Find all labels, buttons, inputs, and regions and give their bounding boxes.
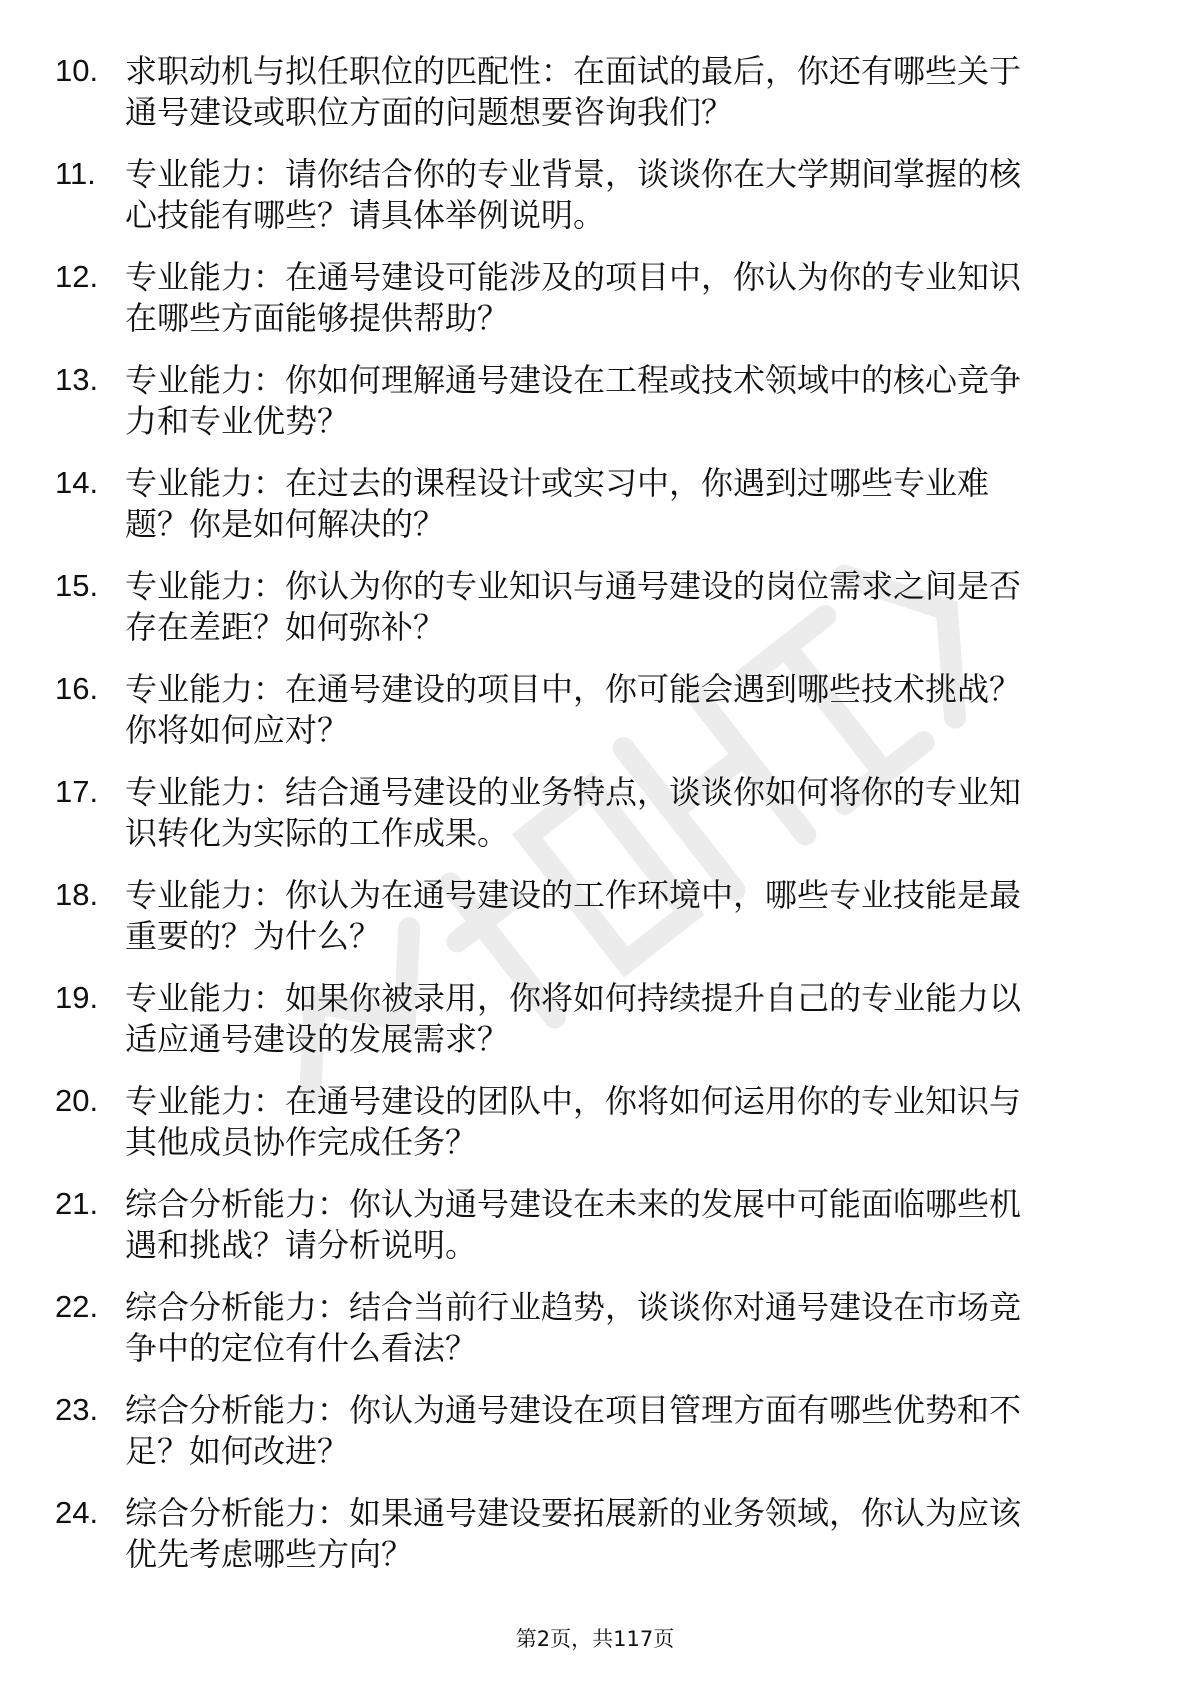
question-line: 综合分析能力：你认为通号建设在未来的发展中可能面临哪些机 bbox=[125, 1185, 1022, 1223]
question-item bbox=[0, 1184, 1190, 1287]
question-line: 足？如何改进？ bbox=[125, 1432, 350, 1470]
question-line: 题？你是如何解决的？ bbox=[125, 505, 446, 543]
question-line: 专业能力：在通号建设的团队中，你将如何运用你的专业知识与 bbox=[125, 1082, 1022, 1120]
question-text bbox=[125, 669, 1115, 751]
question-item bbox=[0, 1081, 1190, 1184]
question-line: 专业能力：在通号建设的项目中，你可能会遇到哪些技术挑战？ bbox=[125, 670, 1022, 708]
question-line: 专业能力：你如何理解通号建设在工程或技术领域中的核心竞争 bbox=[125, 361, 1022, 399]
question-line: 优先考虑哪些方向？ bbox=[125, 1535, 414, 1573]
question-item bbox=[0, 360, 1190, 463]
question-line: 求职动机与拟任职位的匹配性：在面试的最后，你还有哪些关于 bbox=[125, 52, 1022, 90]
question-text bbox=[125, 875, 1115, 957]
question-number: 22. bbox=[55, 1289, 99, 1324]
question-number: 20. bbox=[55, 1083, 99, 1118]
question-line: 综合分析能力：结合当前行业趋势，谈谈你对通号建设在市场竞 bbox=[125, 1288, 1022, 1326]
question-line: 其他成员协作完成任务？ bbox=[125, 1123, 478, 1161]
question-item bbox=[0, 669, 1190, 772]
question-item bbox=[0, 51, 1190, 154]
question-line: 综合分析能力：如果通号建设要拓展新的业务领域，你认为应该 bbox=[125, 1494, 1022, 1532]
question-item bbox=[0, 1390, 1190, 1493]
question-item bbox=[0, 463, 1190, 566]
question-text bbox=[125, 772, 1115, 854]
question-line: 存在差距？如何弥补？ bbox=[125, 608, 446, 646]
question-number: 19. bbox=[55, 980, 99, 1015]
question-line: 识转化为实际的工作成果。 bbox=[125, 814, 510, 852]
question-number: 13. bbox=[55, 362, 99, 397]
question-line: 心技能有哪些？请具体举例说明。 bbox=[125, 196, 606, 234]
question-line: 专业能力：你认为在通号建设的工作环境中，哪些专业技能是最 bbox=[125, 876, 1022, 914]
question-number: 23. bbox=[55, 1392, 99, 1427]
question-item bbox=[0, 154, 1190, 257]
question-line: 遇和挑战？请分析说明。 bbox=[125, 1226, 478, 1264]
question-number: 14. bbox=[55, 465, 99, 500]
question-number: 18. bbox=[55, 877, 99, 912]
question-text bbox=[125, 51, 1115, 133]
question-number: 11. bbox=[55, 156, 96, 191]
question-line: 专业能力：请你结合你的专业背景，谈谈你在大学期间掌握的核 bbox=[125, 155, 1022, 193]
question-item bbox=[0, 875, 1190, 978]
question-number: 17. bbox=[55, 774, 99, 809]
question-number: 21. bbox=[55, 1186, 99, 1221]
question-line: 综合分析能力：你认为通号建设在项目管理方面有哪些优势和不 bbox=[125, 1391, 1022, 1429]
question-line: 你将如何应对？ bbox=[125, 711, 350, 749]
question-line: 专业能力：如果你被录用，你将如何持续提升自己的专业能力以 bbox=[125, 979, 1022, 1017]
question-item bbox=[0, 257, 1190, 360]
question-item bbox=[0, 978, 1190, 1081]
question-line: 专业能力：你认为你的专业知识与通号建设的岗位需求之间是否 bbox=[125, 567, 1022, 605]
question-line: 力和专业优势？ bbox=[125, 402, 350, 440]
question-text bbox=[125, 360, 1115, 442]
question-list bbox=[0, 51, 1190, 1596]
question-item bbox=[0, 1287, 1190, 1390]
question-number: 12. bbox=[55, 259, 99, 294]
question-line: 专业能力：在通号建设可能涉及的项目中，你认为你的专业知识 bbox=[125, 258, 1022, 296]
question-text bbox=[125, 257, 1115, 339]
question-line: 适应通号建设的发展需求？ bbox=[125, 1020, 510, 1058]
question-number: 15. bbox=[55, 568, 99, 603]
question-number: 24. bbox=[55, 1495, 99, 1530]
question-text bbox=[125, 1493, 1115, 1575]
question-line: 专业能力：在过去的课程设计或实习中，你遇到过哪些专业难 bbox=[125, 464, 990, 502]
question-text bbox=[125, 566, 1115, 648]
question-item bbox=[0, 772, 1190, 875]
question-line: 重要的？为什么？ bbox=[125, 917, 382, 955]
question-text bbox=[125, 154, 1115, 236]
question-text bbox=[125, 978, 1115, 1060]
question-line: 专业能力：结合通号建设的业务特点，谈谈你如何将你的专业知 bbox=[125, 773, 1022, 811]
question-number: 16. bbox=[55, 671, 99, 706]
question-item bbox=[0, 566, 1190, 669]
question-line: 争中的定位有什么看法？ bbox=[125, 1329, 478, 1367]
question-line: 通号建设或职位方面的问题想要咨询我们？ bbox=[125, 93, 734, 131]
question-item bbox=[0, 1493, 1190, 1596]
question-number: 10. bbox=[55, 53, 99, 88]
question-text bbox=[125, 1390, 1115, 1472]
question-text bbox=[125, 1081, 1115, 1163]
page-number-footer: 第2页，共117页 bbox=[515, 1627, 675, 1651]
question-text bbox=[125, 1287, 1115, 1369]
question-line: 在哪些方面能够提供帮助？ bbox=[125, 299, 510, 337]
question-text bbox=[125, 463, 1115, 545]
question-text bbox=[125, 1184, 1115, 1266]
